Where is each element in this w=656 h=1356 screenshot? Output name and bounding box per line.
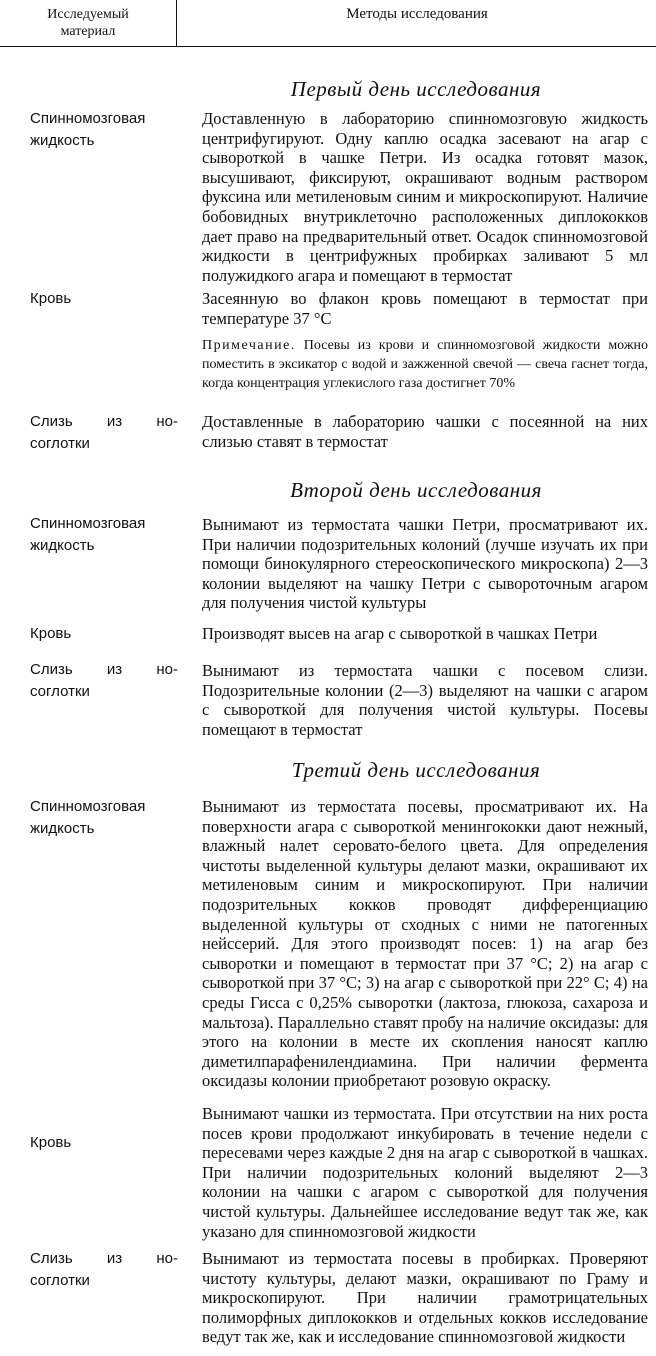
table-header: [0, 0, 656, 47]
header-material-line1: Исследуемый: [47, 7, 129, 22]
day3-title: Третий день исследования: [291, 758, 541, 782]
day2-mucus-text: Вынимают из термостата чашки с посевом слизи. Подозрительные колонии (2—3) выделяют на чашки с агаром с сывороткой для получения чистой культуры. Посевы помещают в термостат: [202, 661, 648, 739]
note-lead: Примечание.: [202, 338, 296, 353]
day1-mucus-text: Доставленные в лабораторию чашки с посеянной на них слизью ставят в термостат: [202, 412, 648, 451]
day3-csf-text: Вынимают из термостата посевы, просматривают их. На поверхности агара с сывороткой менингококки дают нежный, влажный налет серовато-белого цвета. Для определения чистоты выделенной культуры делают мазки, окрашивают их метиленовым синим и микроскопируют. При наличии подозрительных кокков проводят дифференциацию выделенной культуры от сходных с ними не патогенных нейссерий. Для этого производят посев: 1) на агар без сыворотки и помещают в термостат при 37 °С; 2) на агар с сывороткой при 37 °С; 3) на агар с сывороткой при 22° С; 4) на среды Гисса с 0,25% сыворотки (лактоза, глюкоза, сахароза и мальтоза). Параллельно ставят пробу на наличие оксидазы: для этого на колонии в месте их скопления наносят каплю диметилпарафенилендиамина. При наличии фермента оксидазы колонии приобретают розовую окраску.: [202, 797, 648, 1091]
day1-csf-label: Спинномозговая жидкость: [30, 110, 146, 149]
day1-csf-text: Доставленную в лабораторию спинномозговую жидкость центрифугируют. Одну каплю осадка засевают на агар с сывороткой в чашке Петри. Из осадка готовят мазок, высушивают, фиксируют, окрашивают водным раствором фуксина или метиленовым синим и микроскопируют. Наличие бобовидных внутриклеточно расположенных диплококков дает право на предварительный ответ. Осадок спинномозговой жидкости в центрифужных пробирках заливают 5 мл полужидкого агара и помещают в термостат: [202, 109, 648, 285]
header-divider: [176, 0, 177, 46]
day1-note: [202, 336, 648, 393]
day3-mucus-text: Вынимают из термостата посевы в пробирках. Проверяют чистоту культуры, делают мазки, окрашивают по Граму и микроскопируют. При наличии грамотрицательных полиморфных диплококков и отдельных кокков исследование ведут так же, как и исследование спинномозговой жидкости: [202, 1249, 648, 1347]
day1-blood-label: Кровь: [30, 290, 72, 307]
header-material-line2: материал: [60, 24, 116, 39]
day3-blood-label: Кровь: [30, 1134, 72, 1151]
day1-blood-text: Засеянную во флакон кровь помещают в термостат при температуре 37 °С: [202, 289, 648, 328]
day2-csf-text: Вынимают из термостата чашки Петри, просматривают их. При наличии подозрительных колоний (лучше изучать их при помощи бинокулярного стереоскопического микроскопа) 2—3 колонии выделяют на чашку Петри с сывороточным агаром для получения чистой культуры: [202, 515, 648, 613]
day3-csf-label: Спинномозговая жидкость: [30, 798, 146, 837]
header-methods-column: Методы исследования: [346, 6, 488, 22]
day3-blood-text: Вынимают чашки из термостата. При отсутствии на них роста посев крови продолжают инкубировать в течение недели с пересевами через каждые 2 дня на агар с сывороткой в чашках. При наличии подозрительных колоний выделяют 2—3 колонии на чашки с агаром с сывороткой для получения чистой культуры. Дальнейшее исследование ведут так же, как указано для спинномозговой жидкости: [202, 1104, 648, 1241]
header-material-column: [0, 6, 176, 40]
day2-blood-label: Кровь: [30, 625, 72, 642]
day1-title: Первый день исследования: [290, 77, 542, 101]
day2-csf-label: Спинномозговая жидкость: [30, 515, 146, 554]
note-text: Посевы из крови и спинномозговой жидкости можно поместить в эксикатор с водой и зажженной свечой — свеча гаснет тогда, когда концентрация углекислого газа достигнет 70%: [202, 338, 648, 391]
day3-mucus-label: Слизь из но- соглотки: [30, 1250, 178, 1289]
day2-mucus-label: Слизь из но- соглотки: [30, 661, 178, 700]
day2-title: Второй день исследования: [290, 478, 542, 502]
day1-mucus-label: Слизь из но- соглотки: [30, 413, 178, 452]
day2-blood-text: Производят высев на агар с сывороткой в чашках Петри: [202, 624, 598, 643]
